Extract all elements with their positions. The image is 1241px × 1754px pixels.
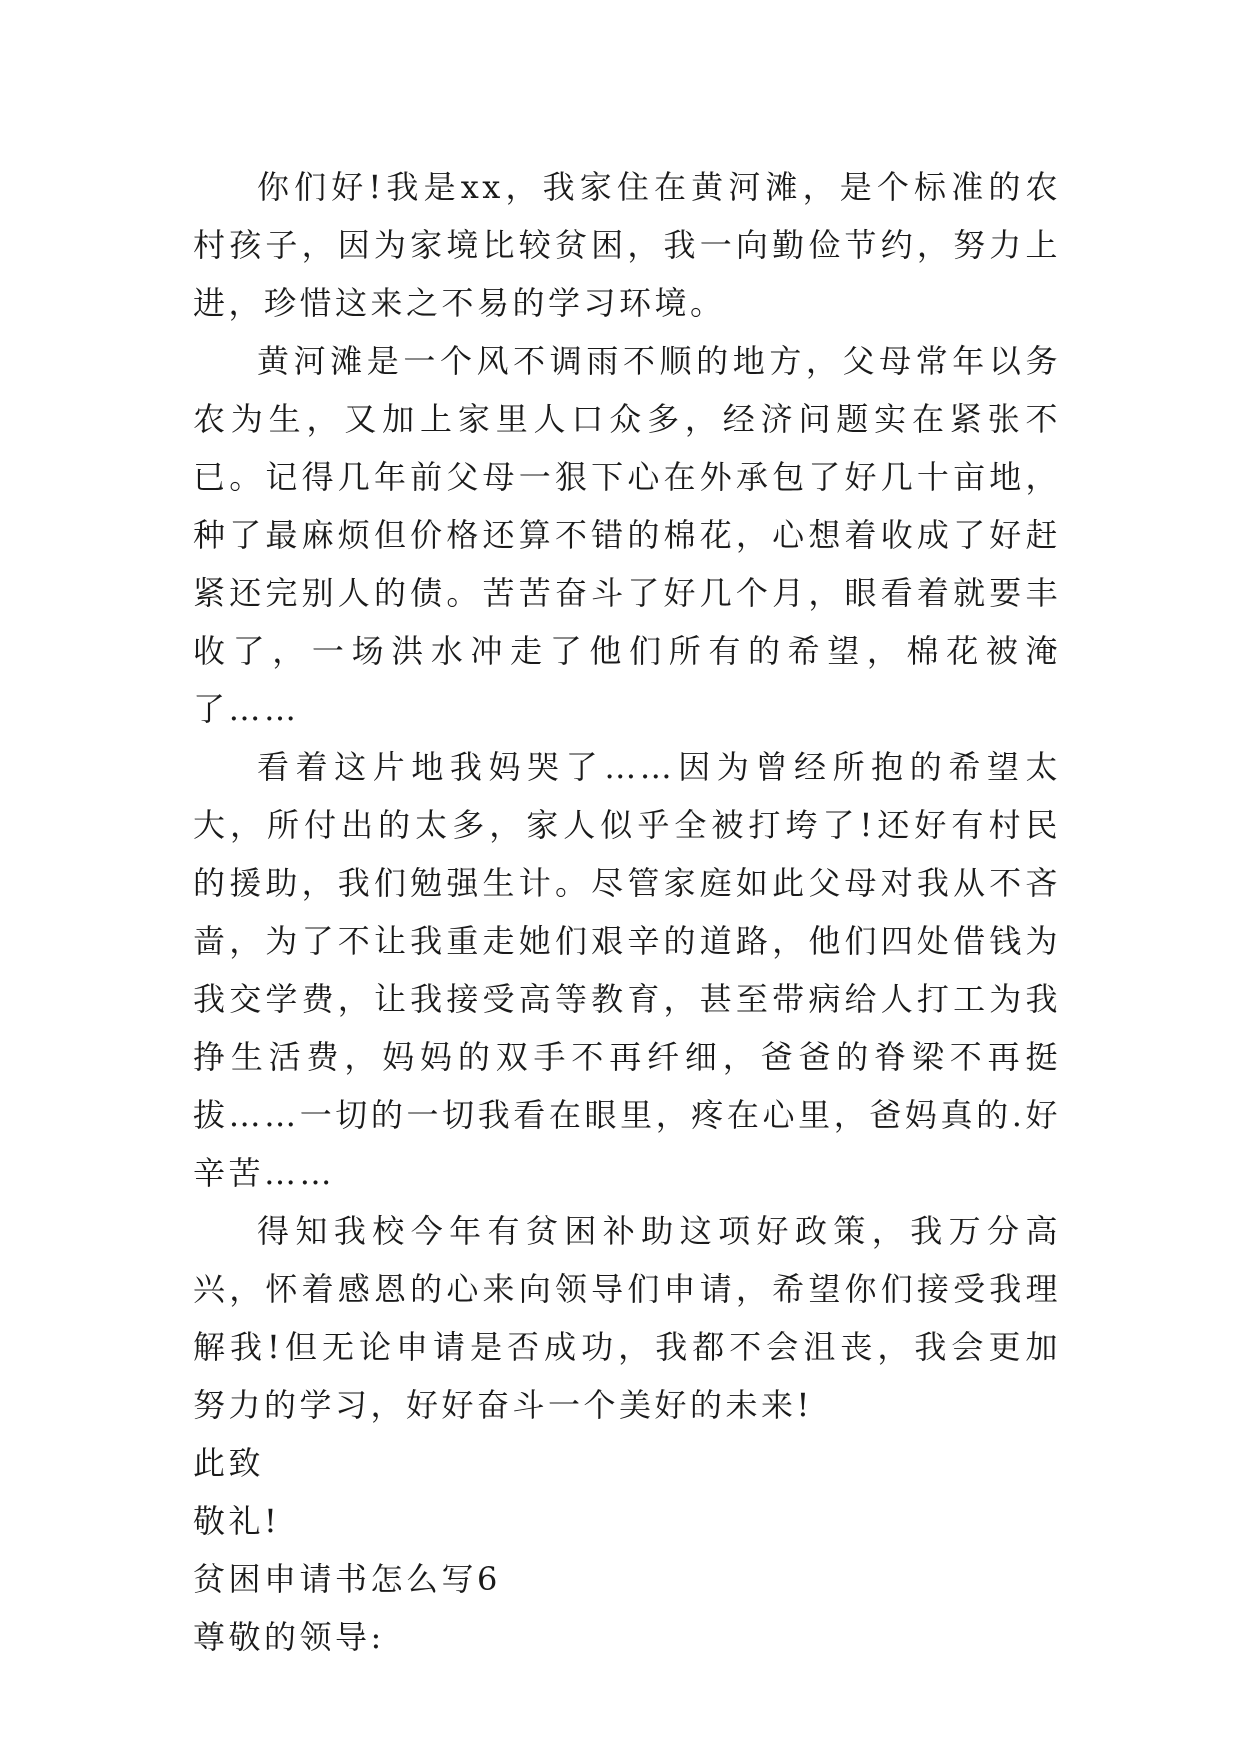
closing-cizhi: 此致 (193, 1444, 265, 1482)
paragraph-3: 看着这片地我妈哭了……因为曾经所抱的希望太大，所付出的太多，家人似乎全被打垮了!还好有村民的援助，我们勉强生计。尽管家庭如此父母对我从不吝啬，为了不让我重走她们艰辛的道路，他们四处借钱为我交学费，让我接受高等教育，甚至带病给人打工为我挣生活费，妈妈的双手不再纤细，爸爸的脊梁不再挺拔……一切的一切我看在眼里，疼在心里，爸妈真的.好辛苦…… (193, 748, 1061, 1192)
salutation: 尊敬的领导: (193, 1618, 385, 1656)
closing-jingli: 敬礼! (193, 1502, 281, 1540)
section-title: 贫困申请书怎么写6 (193, 1560, 501, 1598)
paragraph-1: 你们好!我是xx，我家住在黄河滩，是个标准的农村孩子，因为家境比较贫困，我一向勤俭节约，努力上进，珍惜这来之不易的学习环境。 (193, 168, 1061, 322)
paragraph-2: 黄河滩是一个风不调雨不顺的地方，父母常年以务农为生，又加上家里人口众多，经济问题实在紧张不已。记得几年前父母一狠下心在外承包了好几十亩地，种了最麻烦但价格还算不错的棉花，心想着收成了好赶紧还完别人的债。苦苦奋斗了好几个月，眼看着就要丰收了，一场洪水冲走了他们所有的希望，棉花被淹了…… (193, 342, 1061, 728)
document-body (193, 158, 1061, 1666)
paragraph-4: 得知我校今年有贫困补助这项好政策，我万分高兴，怀着感恩的心来向领导们申请，希望你们接受我理解我!但无论申请是否成功，我都不会沮丧，我会更加努力的学习，好好奋斗一个美好的未来! (193, 1212, 1061, 1424)
